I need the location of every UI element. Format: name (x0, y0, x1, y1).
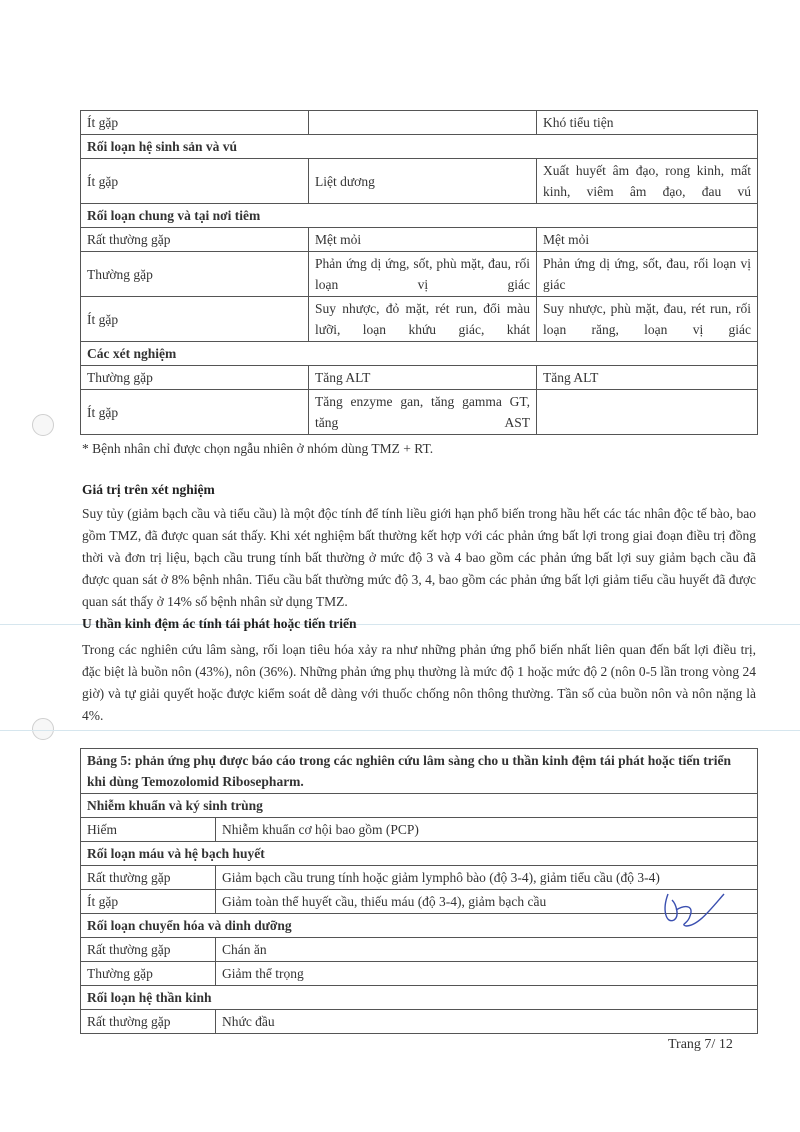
frequency-cell: Rất thường gặp (81, 1010, 216, 1034)
table-row (81, 228, 758, 252)
handwritten-initials (650, 880, 730, 940)
tmz-cell: Tăng ALT (537, 366, 758, 390)
frequency-cell: Ít gặp (81, 390, 309, 435)
tmz-cell: Khó tiểu tiện (537, 111, 758, 135)
tmz-rt-cell: Liệt dương (309, 159, 537, 204)
tmz-cell: Mệt mỏi (537, 228, 758, 252)
frequency-cell: Ít gặp (81, 111, 309, 135)
table-row (81, 1010, 758, 1034)
frequency-cell: Rất thường gặp (81, 228, 309, 252)
table-row (81, 818, 758, 842)
table-footnote: * Bệnh nhân chỉ được chọn ngẫu nhiên ở nhóm dùng TMZ + RT. (82, 441, 434, 456)
table-row (81, 938, 758, 962)
tmz-cell: Xuất huyết âm đạo, rong kinh, mất kinh, viêm âm đạo, đau vú (537, 159, 758, 204)
section-row (81, 794, 758, 818)
glioma-heading: U thần kinh đệm ác tính tái phát hoặc tiến triển (82, 616, 357, 631)
section-row (81, 135, 758, 159)
effect-cell: Chán ăn (216, 938, 758, 962)
effect-cell: Giảm thể trọng (216, 962, 758, 986)
tmz-rt-cell: Phản ứng dị ứng, sốt, phù mặt, đau, rối loạn vị giác (309, 252, 537, 297)
lab-values-paragraph: Suy tủy (giảm bạch cầu và tiểu cầu) là một độc tính để tính liều giới hạn phổ biến trong hầu hết các tác nhân độc tế bào, bao gồm TMZ, đã được quan sát thấy. Khi xét nghiệm bất thường kết hợp với các phản ứng bất lợi trong giai đoạn điều trị đồng thời và đơn trị liệu, bạch cầu trung tính bất thường ở mức độ 3 và 4 bao gồm các phản ứng bất lợi suy giảm bạch cầu đã được quan sát ở 8% bệnh nhân. Tiểu cầu bất thường mức độ 3, 4, bao gồm các phản ứng bất lợi giảm tiểu cầu huyết đã được quan sát thấy ở 14% số bệnh nhân sử dụng TMZ. (82, 506, 756, 609)
section-label: Các xét nghiệm (81, 342, 758, 366)
section-row (81, 842, 758, 866)
effect-cell: Nhiễm khuẩn cơ hội bao gồm (PCP) (216, 818, 758, 842)
tmz-cell: Suy nhược, phù mặt, đau, rét run, rối loạn răng, loạn vị giác (537, 297, 758, 342)
table-row (81, 962, 758, 986)
caption-row (81, 749, 758, 794)
table-row (81, 252, 758, 297)
section-row (81, 986, 758, 1010)
frequency-cell: Rất thường gặp (81, 938, 216, 962)
section-row (81, 342, 758, 366)
table-row (81, 111, 758, 135)
frequency-cell: Thường gặp (81, 252, 309, 297)
section-label: Rối loạn chung và tại nơi tiêm (81, 204, 758, 228)
tmz-rt-cell: Tăng ALT (309, 366, 537, 390)
frequency-cell: Hiếm (81, 818, 216, 842)
tmz-cell (537, 390, 758, 435)
glioma-paragraph: Trong các nghiên cứu lâm sàng, rối loạn tiêu hóa xảy ra như những phản ứng phổ biến nhất liên quan đến bất lợi điều trị, đặc biệt là buồn nôn (43%), nôn (36%). Những phản ứng phụ thường là mức độ 1 hoặc mức độ 2 (nôn 0-5 lần trong vòng 24 giờ) và tự giải quyết hoặc được kiểm soát dễ dàng với thuốc chống nôn thông thường. Tần số của buồn nôn và nôn nặng là 4%. (82, 642, 756, 723)
section-label: Rối loạn máu và hệ bạch huyết (81, 842, 758, 866)
section-label: Rối loạn hệ thần kinh (81, 986, 758, 1010)
section-label: Nhiễm khuẩn và ký sinh trùng (81, 794, 758, 818)
frequency-cell: Thường gặp (81, 962, 216, 986)
page-number: Trang 7/ 12 (668, 1037, 733, 1052)
frequency-cell: Thường gặp (81, 366, 309, 390)
adverse-effects-table-continued (80, 110, 758, 435)
tmz-rt-cell: Suy nhược, đỏ mặt, rét run, đổi màu lưỡi, loạn khứu giác, khát (309, 297, 537, 342)
table-row (81, 366, 758, 390)
frequency-cell: Ít gặp (81, 159, 309, 204)
section-label: Rối loạn chuyển hóa và dinh dưỡng (81, 914, 758, 938)
punch-hole (32, 718, 54, 740)
effect-cell: Giảm toàn thể huyết cầu, thiếu máu (độ 3-4), giảm bạch cầu (216, 890, 758, 914)
frequency-cell: Rất thường gặp (81, 866, 216, 890)
effect-cell: Nhức đầu (216, 1010, 758, 1034)
tmz-cell: Phản ứng dị ứng, sốt, đau, rối loạn vị giác (537, 252, 758, 297)
effect-cell: Giảm bạch cầu trung tính hoặc giảm lymphô bào (độ 3-4), giảm tiểu cầu (độ 3-4) (216, 866, 758, 890)
table-row (81, 159, 758, 204)
table-row (81, 297, 758, 342)
frequency-cell: Ít gặp (81, 890, 216, 914)
scan-line (0, 730, 800, 731)
frequency-cell: Ít gặp (81, 297, 309, 342)
tmz-rt-cell: Mệt mỏi (309, 228, 537, 252)
tmz-rt-cell (309, 111, 537, 135)
section-label: Rối loạn hệ sinh sản và vú (81, 135, 758, 159)
lab-values-heading: Giá trị trên xét nghiệm (82, 482, 215, 497)
table-caption: Bảng 5: phản ứng phụ được báo cáo trong các nghiên cứu lâm sàng cho u thần kinh đệm tái phát hoặc tiến triển khi dùng Temozolomid Ribosepharm. (81, 749, 758, 794)
punch-hole (32, 414, 54, 436)
section-row (81, 204, 758, 228)
table-row (81, 390, 758, 435)
tmz-rt-cell: Tăng enzyme gan, tăng gamma GT, tăng AST (309, 390, 537, 435)
